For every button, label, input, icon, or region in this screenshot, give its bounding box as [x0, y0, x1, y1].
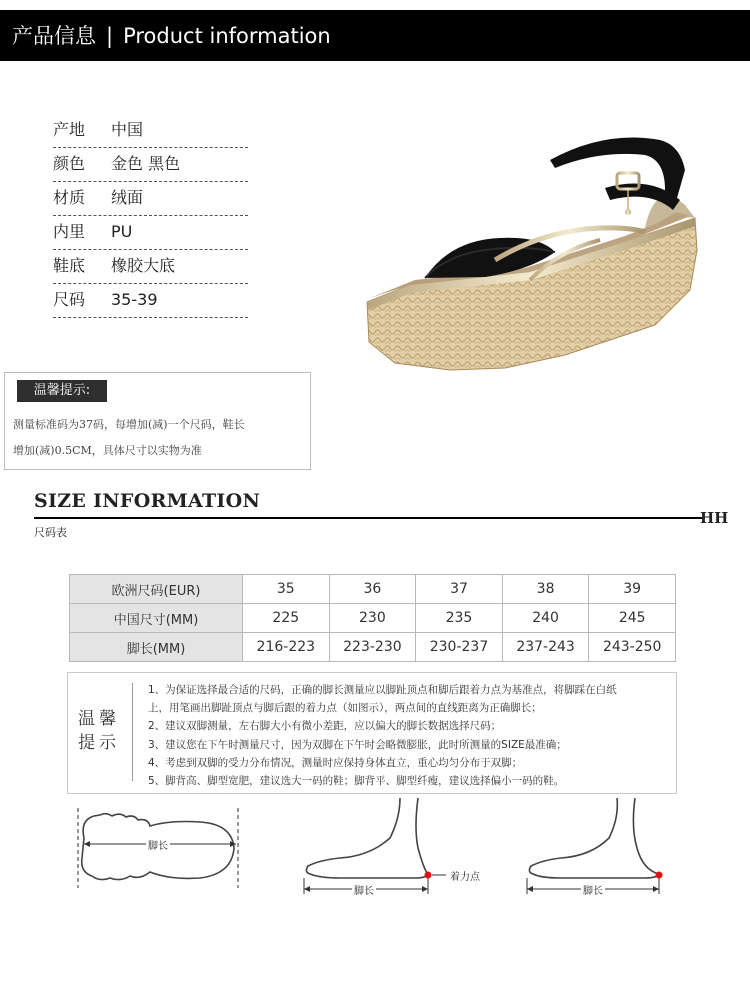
size-section-title: SIZE INFORMATION [34, 490, 261, 512]
tips-divider [132, 683, 133, 781]
tips-box-notice [4, 372, 311, 470]
info-value: 35-39 [111, 290, 158, 309]
table-cell: 38 [502, 575, 589, 604]
tips-body [13, 412, 305, 464]
header-title [12, 20, 331, 50]
info-value: 中国 [111, 120, 144, 139]
size-divider [34, 517, 702, 519]
header-title-cn: 产品信息 [12, 24, 96, 48]
header-title-en: Product information [123, 24, 331, 48]
force-point-label: 着力点 [448, 868, 482, 883]
info-value: 橡胶大底 [111, 256, 176, 275]
list-item: 3、建议您在下午时测量尺寸，因为双脚在下午时会略微膨胀，此时所测量的SIZE最准确； [148, 738, 567, 751]
foot-side-view-diagram [300, 798, 500, 898]
table-row [70, 604, 676, 633]
table-cell: 237-243 [502, 633, 589, 662]
header-separator: | [106, 24, 114, 48]
table-cell: 230 [329, 604, 416, 633]
info-value: 金色 黑色 [111, 154, 181, 173]
table-cell: 243-250 [589, 633, 676, 662]
tips-title: 温馨提示: [17, 380, 107, 402]
info-key: 材质 [53, 188, 86, 207]
table-cell: 37 [416, 575, 503, 604]
foot-length-label: 脚长 [581, 882, 605, 897]
table-cell: 35 [243, 575, 330, 604]
list-item: 5、脚背高、脚型宽肥，建议选大一码的鞋；脚背平、脚型纤瘦，建议选择偏小一码的鞋。 [148, 775, 565, 788]
table-cell: 225 [243, 604, 330, 633]
tips-label-line: 提示 [78, 733, 120, 753]
info-row-color [53, 149, 248, 182]
tips-box-measurement [67, 672, 677, 794]
info-value: 绒面 [111, 188, 144, 207]
tips-list [148, 681, 668, 790]
table-cell: 223-230 [329, 633, 416, 662]
info-key: 鞋底 [53, 256, 86, 275]
tips-line: 增加(减)0.5CM，具体尺寸以实物为准 [13, 444, 202, 457]
table-cell: 230-237 [416, 633, 503, 662]
size-section-subtitle: 尺码表 [34, 526, 67, 539]
info-row-size [53, 285, 248, 318]
table-cell: 240 [502, 604, 589, 633]
force-point-marker [656, 872, 663, 879]
row-header: 欧洲尺码(EUR) [70, 575, 243, 604]
header-bar [0, 10, 750, 61]
info-key: 产地 [53, 120, 86, 139]
info-row-lining [53, 217, 248, 250]
table-cell: 39 [589, 575, 676, 604]
info-key: 颜色 [53, 154, 86, 173]
list-item: 2、建议双脚测量，左右脚大小有微小差距，应以偏大的脚长数据选择尺码； [148, 720, 502, 733]
info-key: 内里 [53, 222, 86, 241]
brand-logo: HH [700, 509, 729, 527]
foot-length-label: 脚长 [146, 837, 170, 852]
foot-length-label: 脚长 [352, 882, 376, 897]
table-cell: 235 [416, 604, 503, 633]
tips-label-line: 温馨 [78, 709, 120, 729]
info-value: PU [111, 222, 133, 241]
force-point-marker [425, 872, 432, 879]
tips-label [78, 707, 126, 755]
table-cell: 245 [589, 604, 676, 633]
foot-top-view-diagram [70, 808, 250, 890]
foot-side-outline-icon [300, 798, 500, 898]
product-shoe-image [355, 120, 705, 375]
size-table [69, 574, 676, 662]
table-row [70, 575, 676, 604]
list-item: 1、为保证选择最合适的尺码，正确的脚长测量应以脚趾顶点和脚后跟着力点为基准点，将脚踩在白纸 [148, 684, 617, 696]
info-key: 尺码 [53, 290, 86, 309]
foot-side-view-diagram [525, 798, 675, 898]
table-cell: 36 [329, 575, 416, 604]
list-item: 上，用笔画出脚趾顶点与脚后跟的着力点（如图示），两点间的直线距离为正确脚长； [148, 702, 542, 715]
info-row-material [53, 183, 248, 216]
table-cell: 216-223 [243, 633, 330, 662]
info-row-origin [53, 115, 248, 148]
tips-line: 测量标准码为37码，每增加(减)一个尺码，鞋长 [13, 418, 245, 431]
info-row-sole [53, 251, 248, 284]
row-header: 中国尺寸(MM) [70, 604, 243, 633]
list-item: 4、考虑到双脚的受力分布情况，测量时应保持身体直立，重心均匀分布于双脚； [148, 756, 523, 769]
row-header: 脚长(MM) [70, 633, 243, 662]
table-row [70, 633, 676, 662]
